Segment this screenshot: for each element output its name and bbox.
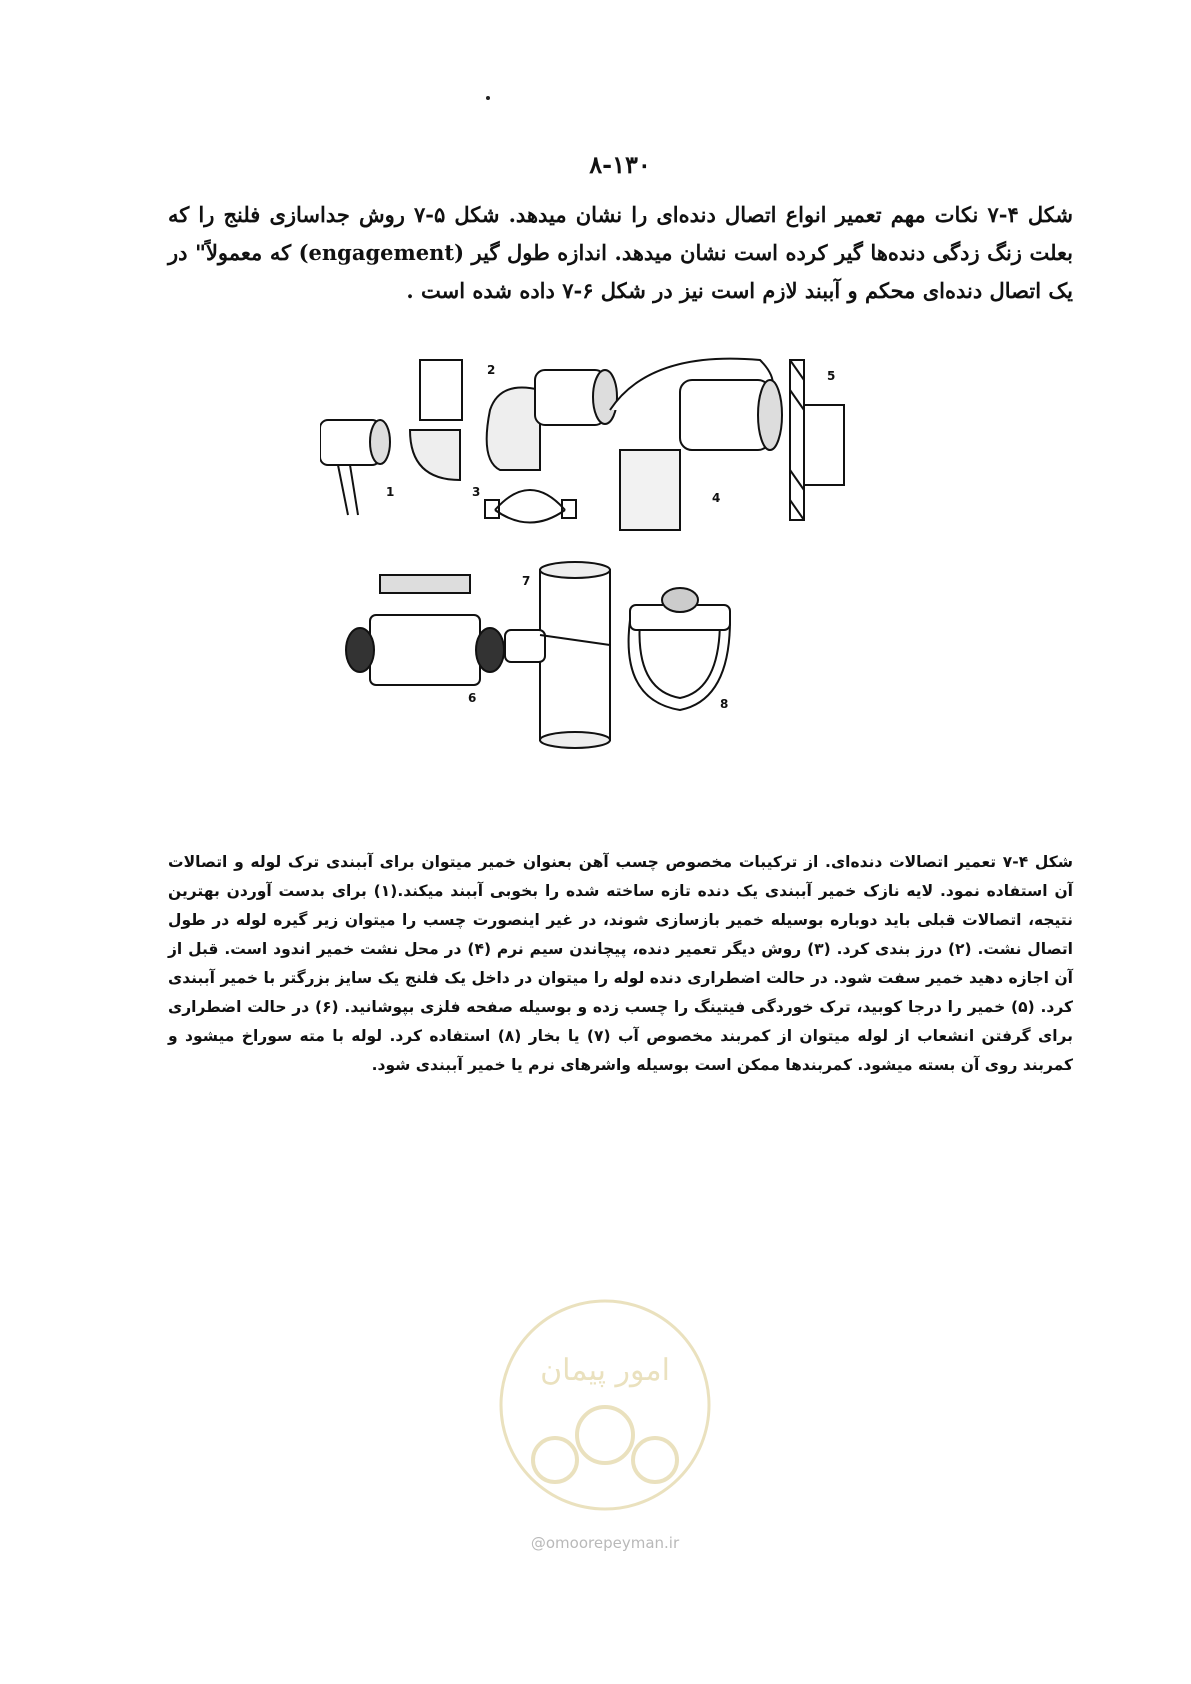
item-8-drawing: [629, 588, 730, 710]
watermark-site: @omoorepeyman.ir: [530, 1534, 680, 1552]
item-7-drawing: [505, 562, 610, 748]
watermark-seal: [495, 1295, 715, 1515]
watermark-logo: [495, 1295, 715, 1515]
speck-mark: [486, 96, 490, 100]
figure-label-2: 2: [487, 363, 496, 377]
item-2-drawing: [487, 370, 617, 470]
pipe-repair-figure: [320, 350, 920, 810]
item-4-drawing: [610, 359, 782, 530]
figure-label-4: 4: [712, 491, 721, 505]
figure-label-8: 8: [720, 697, 729, 711]
figure-label-3: 3: [472, 485, 481, 499]
intro-paragraph: شکل ۴-۷ نکات مهم تعمیر انواع اتصال دنده‌ای را نشان میدهد. شکل ۵-۷ روش جداسازی فلنج را که بعلت زنگ زدگی دنده‌ها گیر کرده است نشان میدهد. اندازه طول گیر (engagement) که معمولاً" در یک اتصال دنده‌ای محکم و آببند لازم است نیز در شکل ۶-۷ داده شده است .: [168, 202, 1074, 303]
item-6-drawing: [346, 575, 504, 685]
item-3-drawing: [485, 490, 576, 523]
pipe-repair-illustration: [320, 350, 920, 810]
item-5-drawing: [790, 360, 844, 520]
figure-label-1: 1: [386, 485, 395, 499]
elbow-drawing: [410, 360, 462, 480]
figure-label-5: 5: [827, 369, 836, 383]
figure-caption: شکل ۴-۷ تعمیر اتصالات دنده‌ای. از ترکیبات مخصوص چسب آهن بعنوان خمیر میتوان برای آببندی ترک لوله و اتصالات آن استفاده نمود. لایه نازک خمیر آببندی یک دنده تازه ساخته شده را بخوبی آببند میکند.(۱) برای بدست آوردن بهترین نتیجه، اتصالات قبلی باید دوباره بوسیله خمیر بازسازی شوند، در غیر اینصورت چسب را میتوان زیر گیره لوله در طول اتصال نشت. (۲) درز بندی کرد. (۳) روش دیگر تعمیر دنده، پیچاندن سیم نرم (۴) در محل نشت خمیر اندود است. قبل از آن اجازه دهید خمیر سفت شود. در حالت اضطراری دنده لوله را میتوان در داخل یک فلنج یک سایز بزرگتر با خمیر آببندی کرد. (۵) خمیر را درجا کوبید، ترک خوردگی فیتینگ را چسب زده و بوسیله صفحه فلزی بپوشانید. (۶) در حالت اضطراری برای گرفتن انشعاب از لوله میتوان از کمربند مخصوص آب (۷) یا بخار (۸) استفاده کرد. لوله با مته سوراخ میشود و کمربند روی آن بسته میشود. کمربندها ممکن است بوسیله واشرهای نرم یا خمیر آببندی شود.: [168, 853, 1073, 1074]
page-number: ۸-۱۳۰: [589, 150, 651, 179]
figure-label-7: 7: [522, 574, 531, 588]
item-1-drawing: [320, 420, 390, 515]
figure-label-6: 6: [468, 691, 477, 705]
watermark-logo-text: امور پیمان: [540, 1353, 670, 1388]
